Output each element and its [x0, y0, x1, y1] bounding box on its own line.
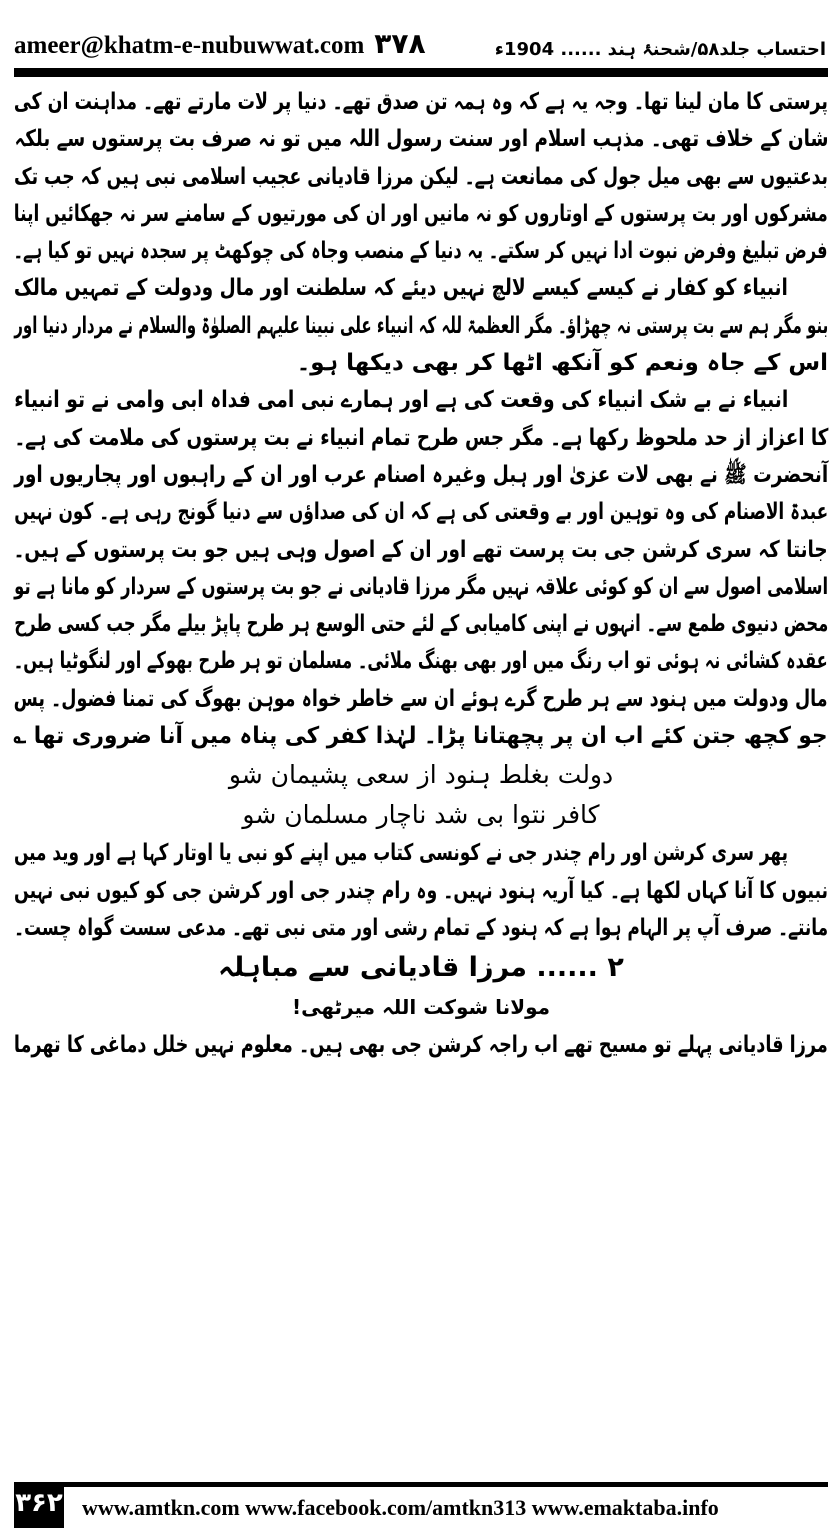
line-text: ۲ ...... مرزا قادیانی سے مباہلہ	[218, 952, 624, 984]
line-text: جو کچھ جتن کئے اب ان پر پچھتانا پڑا۔ لہٰذا کفر کی پناہ میں آنا ضروری تھا ؎	[14, 723, 828, 750]
text-line	[14, 569, 828, 606]
section-heading	[14, 947, 828, 989]
page-header	[14, 10, 826, 60]
text-line	[14, 910, 828, 947]
author-line	[14, 989, 828, 1026]
header-book-title: احتساب جلد۵۸/شحنۂ ہند ...... 1904ء	[494, 39, 826, 60]
line-text: مانتے۔ صرف آپ پر الہام ہوا ہے کہ ہنود کے تمام رشی اور متی نبی تھے۔ مدعی سست گواہ چست۔	[14, 914, 828, 941]
footer-rule	[14, 1482, 828, 1487]
footer-urls: www.amtkn.com www.facebook.com/amtkn313 www.emaktaba.info	[82, 1495, 719, 1520]
line-text: فرض تبلیغ وفرض نبوت ادا نہیں کر سکتے۔ یہ دنیا کے منصب وجاہ کی چوکھٹ پر سجدہ نہیں تو کیا ہے۔	[14, 238, 828, 265]
line-text: عقدہ کشائی نہ ہوئی تو اب رنگ میں اور بھی بھنگ ملائی۔ مسلمان تو ہر طرح بھوکے اور لنگوٹیا ہیں۔	[14, 648, 828, 675]
line-text: انبیاء کو کفار نے کیسے کیسے لالچ نہیں دیئے کہ سلطنت اور مال ودولت کے تمہیں مالک	[14, 275, 788, 302]
text-line	[14, 233, 828, 270]
header-rule	[14, 68, 828, 77]
line-text: عبدۃ الاصنام کی وہ توہین اور بے وقعتی کی ہے کہ ان کی صداؤں سے دنیا گونج رہی ہے۔ کون نہیں	[14, 499, 828, 526]
text-line	[14, 873, 828, 910]
page-body	[14, 84, 828, 1064]
line-text: جانتا کہ سری کرشن جی بت پرست تھے اور ان کے اصول وہی ہیں جو بت پرستوں کے ہیں۔	[14, 536, 828, 563]
text-line	[14, 681, 828, 718]
text-line	[14, 494, 828, 531]
text-line	[14, 382, 828, 419]
text-line	[14, 718, 828, 755]
line-text: اس کے جاہ ونعم کو آنکھ اٹھا کر بھی دیکھا ہو۔	[296, 350, 828, 377]
text-line	[14, 606, 828, 643]
header-email: ameer@khatm-e-nubuwwat.com	[14, 32, 365, 59]
line-text: مولانا شوکت اللہ میرٹھی!	[291, 995, 551, 1020]
text-line	[14, 196, 828, 233]
text-line	[14, 532, 828, 569]
verse-line	[14, 755, 828, 795]
text-line	[14, 1027, 828, 1064]
text-line	[14, 835, 828, 872]
text-line	[14, 84, 828, 121]
header-page-number: ۳۷۸	[374, 27, 426, 60]
text-line	[14, 643, 828, 680]
line-text: مرزا قادیانی پہلے تو مسیح تھے اب راجہ کرشن جی بھی ہیں۔ معلوم نہیں خلل دماغی کا تھرما	[14, 1031, 828, 1058]
line-text: انبیاء نے بے شک انبیاء کی وقعت کی ہے اور ہمارے نبی امی فداہ ابی وامی نے تو انبیاء	[14, 387, 788, 414]
text-line	[14, 308, 828, 345]
verse-line	[14, 795, 828, 835]
footer-page-number: ۳۶۲	[14, 1482, 64, 1528]
line-text: دولت بغلط ہنود از سعی پشیمان شو	[228, 760, 614, 790]
line-text: پھر سری کرشن اور رام چندر جی نے کونسی کتاب میں اپنے کو نبی یا اوتار کہا ہے اور وید میں	[14, 840, 788, 867]
line-text: پرستی کا مان لینا تھا۔ وجہ یہ ہے کہ وہ ہمہ تن صدق تھے۔ دنیا پر لات مارتے تھے۔ مداہنت ان کی	[14, 89, 828, 115]
line-text: مشرکوں اور بت پرستوں کے اوتاروں کو نہ مانیں اور ان کی مورتیوں کے سامنے سر نہ جھکائیں اپنا	[14, 200, 828, 227]
line-text: کافر نتوا بی شد ناچار مسلمان شو	[242, 800, 600, 830]
text-line	[14, 345, 828, 382]
text-line	[14, 159, 828, 196]
line-text: آنحضرت ﷺ نے بھی لات عزیٰ اور ہبل وغیرہ اصنام عرب اور ان کے راہبوں اور پجاریوں اور	[14, 461, 828, 488]
line-text: اسلامی اصول سے ان کو کوئی علاقہ نہیں مگر مرزا قادیانی نے جو بت پرستوں کے سردار کو مانا ہے تو	[14, 573, 828, 600]
line-text: بنو مگر ہم سے بت پرستی نہ چھڑاؤ۔ مگر العظمۃ للہ کہ انبیاء علی نبینا علیہم الصلوٰۃ والسلام نے مردار دنیا اور	[14, 312, 828, 339]
text-line	[14, 121, 828, 158]
line-text: شان کے خلاف تھی۔ مذہب اسلام اور سنت رسول اللہ میں تو نہ صرف بت پرستوں سے بلکہ	[14, 126, 828, 153]
header-left	[14, 27, 426, 60]
line-text: محض دنیوی طمع سے۔ انہوں نے اپنی کامیابی کے لئے حتی الوسع ہر طرح پاپڑ بیلے مگر جب کسی طرح	[14, 611, 828, 638]
line-text: بدعتیوں سے بھی میل جول کی ممانعت ہے۔ لیکن مرزا قادیانی عجیب اسلامی نبی ہیں کہ جب تک	[14, 163, 828, 190]
text-line	[14, 270, 828, 307]
text-line	[14, 457, 828, 494]
line-text: کا اعزاز از حد ملحوظ رکھا ہے۔ مگر جس طرح تمام انبیاء نے بت پرستوں کی ملامت کی ہے۔	[14, 424, 828, 451]
line-text: مال ودولت میں ہنود سے ہر طرح گرے ہوئے ان سے خاطر خواہ موہن بھوگ کی تمنا فضول۔ پس	[14, 685, 828, 712]
text-line	[14, 420, 828, 457]
line-text: نبیوں کا آنا کہاں لکھا ہے۔ کیا آریہ ہنود نہیں۔ وہ رام چندر جی اور کرشن جی کو کیوں نبی نہیں	[14, 877, 828, 904]
